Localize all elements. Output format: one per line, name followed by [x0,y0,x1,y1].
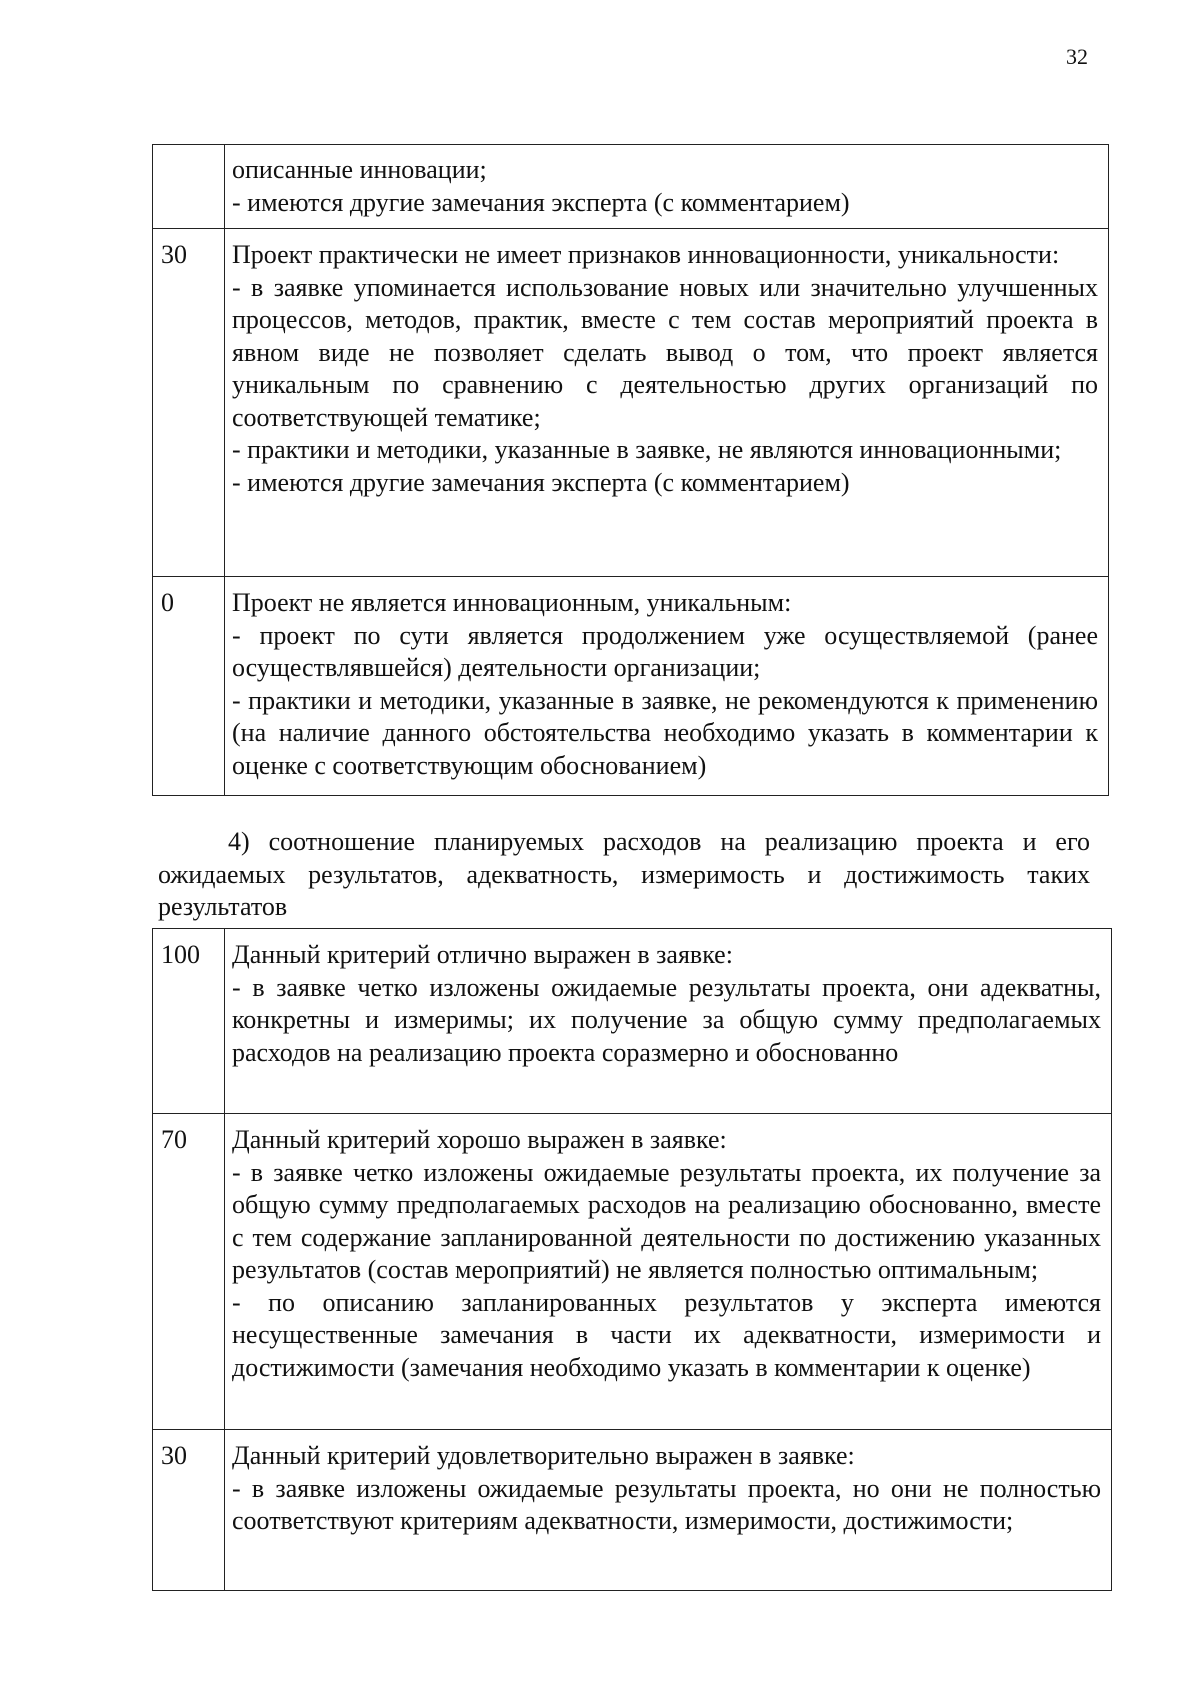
description-line: - в заявке четко изложены ожидаемые результаты проекта, их получение за общую сумму предполагаемых расходов на реализацию обоснованно, вместе с тем содержание запланированной деятельности по достижению указанных результатов (состав мероприятий) не является полностью оптимальным; [232,1157,1101,1284]
description-cell [225,929,1112,1114]
criteria-table-results [152,928,1112,1591]
description-cell [225,145,1109,229]
score-cell: 30 [153,1430,225,1591]
description-cell [225,577,1109,796]
score-cell: 70 [153,1114,225,1430]
description-line: - практики и методики, указанные в заявке, не являются инновационными; [232,435,1062,464]
description-line: - в заявке упоминается использование новых или значительно улучшенных процессов, методов, практик, вместе с тем состав мероприятий проекта в явном виде не позволяет сделать вывод о том, что проект является уникальным по сравнению с деятельностью других организаций по соответствующей тематике; [232,272,1098,432]
description-line: описанные инновации; [232,155,487,184]
description-cell [225,229,1109,577]
description-line: - имеются другие замечания эксперта (с комментарием) [232,187,850,217]
criterion-paragraph [158,826,1090,924]
score-cell [153,145,225,229]
description-line: - в заявке четко изложены ожидаемые результаты проекта, они адекватны, конкретны и измеримы; их получение за общую сумму предполагаемых расходов на реализацию проекта соразмерно и обоснованно [232,972,1101,1067]
description-line: - имеются другие замечания эксперта (с комментарием) [232,467,850,497]
description-line: Проект практически не имеет признаков инновационности, уникальности: [232,240,1060,269]
description-line: Проект не является инновационным, уникальным: [232,588,792,617]
description-line: Данный критерий отлично выражен в заявке: [232,940,733,969]
table-row [153,577,1109,796]
score-cell: 100 [153,929,225,1114]
description-line: - проект по сути является продолжением уже осуществляемой (ранее осуществлявшейся) деятельности организации; [232,620,1098,682]
table-row [153,1430,1112,1591]
table-row [153,929,1112,1114]
description-line: - по описанию запланированных результатов у эксперта имеются несущественные замечания в части их адекватности, измеримости и достижимости (замечания необходимо указать в комментарии к оценке) [232,1287,1101,1382]
description-line: - в заявке изложены ожидаемые результаты проекта, но они не полностью соответствуют критериям адекватности, измеримости, достижимости; [232,1473,1101,1535]
page-number: 32 [1066,44,1088,69]
table-row [153,145,1109,229]
criterion-heading: 4) соотношение планируемых расходов на реализацию проекта и его ожидаемых результатов, адекватность, измеримость и достижимость таких результатов [158,827,1090,921]
table-row [153,1114,1112,1430]
description-line: Данный критерий хорошо выражен в заявке: [232,1125,727,1154]
criteria-table-innovation [152,144,1109,796]
score-cell: 30 [153,229,225,577]
score-cell: 0 [153,577,225,796]
description-cell [225,1430,1112,1591]
table-row [153,229,1109,577]
description-line: Данный критерий удовлетворительно выражен в заявке: [232,1441,855,1470]
description-line: - практики и методики, указанные в заявке, не рекомендуются к применению (на наличие данного обстоятельства необходимо указать в комментарии к оценке с соответствующим обоснованием) [232,685,1098,780]
description-cell [225,1114,1112,1430]
